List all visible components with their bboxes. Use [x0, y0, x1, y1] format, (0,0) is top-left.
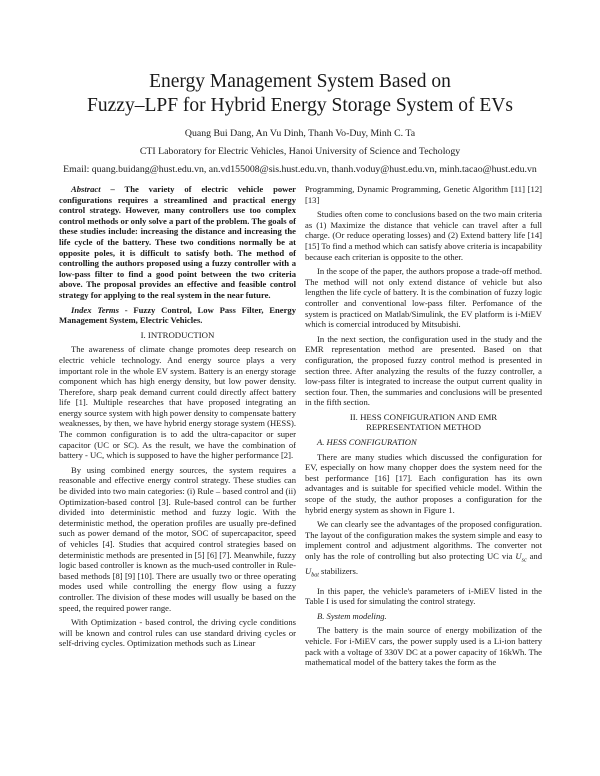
table-reference-paragraph: In this paper, the vehicle's parameters of i-MiEV listed in the Table I is used for simulating the control strategy. — [305, 585, 542, 607]
title-line-2: Fuzzy–LPF for Hybrid Energy Storage System of EVs — [87, 95, 513, 116]
intro-paragraph-2: By using combined energy sources, the system requires a reasonable and effective energy control strategy. These studies can be divided into two main categories: (i) Rule – based control and (ii) Optimization-based control [3]. Rule-based control can be further divided into deterministic method and fuzzy logic. With the deterministic method, the operation profiles are usually pre-defined such as power demand of the motor, SOC of supercapacitor, speed of vehicles [4]. Studies that acquired control strategies based on deterministic methods are presented in [5] [6] [7]. Meanwhile, fuzzy logic based controller is known as the much-used controller in Rule-based methods [8] [9] [10]. There are usually two or three operating modes used while controlling the energy flow using a fuzzy controller. The division of these modes will usually be based on the speed, the required power range. — [59, 464, 296, 613]
right-paragraph-3: In the scope of the paper, the authors propose a trade-off method. The method will not only extend distance of vehicle but also lengthen the life cycle of battery. It is the combination of fuzzy logic controller and conventional low-pass filter. Perfomance of the system is practiced on Matlab/Simulink, the EV platform is i-MiEV which is comercial introduced by Mitsubishi. — [305, 266, 542, 330]
section-heading-hess-line-1: II. HESS CONFIGURATION AND EMR — [349, 411, 498, 422]
intro-paragraph-1: The awareness of climate change promotes deep research on electric vehicle technology. And energy source plays a very important role in the whole EV system. Battery is an energy storage component which has high energy density, but low power density. Therefore, sharp peak demand current could directly affect battery life [1]. Multiple researches that have proposed integrating an energy source system with high power density to compensate battery weaknesses, by then, we have hybrid energy storage system (HESS). The common configuration is to add the ultra-capacitor or super capacitor (UC or SC). As the result, we have the combination of battery - UC, which is supposed to have the higher performance [2]. — [59, 344, 296, 461]
index-terms — [59, 305, 296, 326]
abstract-text: – The variety of electric vehicle power configurations requires a streamlined and practical energy control strategy. However, many controllers use too complex control methods or only solve a part of the problem. The goals of these studies include: increasing the distance and increasing the life cycle of the battery. These two conditions normally be at opposite poles, it is difficult to satisfy both. The method of controlling the authors proposed using a fuzzy controller with a low-pass filter to find a good point between the two criteria above. The proposal provides an effective and feasible control strategy for applying to the real system in the near future. — [59, 184, 296, 300]
abstract — [59, 184, 296, 301]
configuration-paragraph-1: There are many studies which discussed the configuration for EV, especially on how many chopper does the system need for the best performance [16] [17]. Each configuration has its own advantages and is suitable for specified vehicle model. Within the scope of the study, the author proposes a configuration for the hybrid energy system as shown in Figure 1. — [305, 451, 542, 515]
usc-symbol: U — [515, 551, 522, 561]
usc-subscript: sc — [521, 557, 527, 564]
email-line: Email: quang.buidang@hust.edu.vn, an.vd155008@sis.hust.edu.vn, thanh.voduy@hust.edu.vn, minh.tacao@hust.edu.vn — [63, 164, 537, 175]
title-line-1: Energy Management System Based on — [149, 71, 451, 92]
config-text-start: We can clearly see the advantages of the proposed configuration. The layout of the configuration makes the system simple and easy to implement control and adjustment algorithms. The converter not only has the role of controlling but also protecting UC via — [305, 519, 542, 561]
intro-paragraph-3: With Optimization - based control, the driving cycle conditions will be known and control rules can use standard driving cycles or self-driving cycles. Optimization methods such as Linear — [59, 617, 296, 649]
ubat-subscript: bat — [311, 573, 319, 580]
battery-paragraph: The battery is the main source of energy mobilization of the vehicle. For i-MiEV cars, the power supply used is a Li-ion battery pack with a voltage of 330V DC at a power capacity of 16kWh. The mathematical model of the battery takes the form as the — [305, 625, 542, 668]
section-heading-hess-line-2: REPRESENTATION METHOD — [366, 422, 481, 433]
subsection-heading-a: A. HESS CONFIGURATION — [317, 437, 417, 448]
section-heading-introduction: I. INTRODUCTION — [140, 329, 215, 340]
right-column — [305, 184, 542, 672]
subsection-heading-b: B. System modeling. — [317, 610, 387, 621]
config-text-mid: and — [526, 551, 543, 561]
index-terms-label: Index Terms — [71, 304, 119, 315]
abstract-label: Abstract — [71, 184, 101, 194]
affiliation: CTI Laboratory for Electric Vehicles, Hanoi University of Science and Techology — [139, 146, 461, 157]
authors: Quang Bui Dang, An Vu Dinh, Thanh Vo-Duy, Minh C. Ta — [184, 128, 416, 139]
index-terms-text: - Fuzzy Control, Low Pass Filter, Energy Management System, Electric Vehicles. — [59, 304, 296, 326]
right-paragraph-1: Programming, Dynamic Programming, Genetic Algorithm [11] [12] [13] — [305, 184, 542, 205]
section-heading-hess — [305, 412, 542, 433]
right-paragraph-2: Studies often come to conclusions based on the two main criteria as (1) Maximize the distance that vehicle can travel after a full charge. (Or reduce operating losses) and (2) Extend battery life [14] [15] To find a method which can satisfy above criteria is incapability because each criterian is opposite to the other. — [305, 209, 542, 262]
config-text-end: stabilizers. — [318, 566, 359, 577]
configuration-paragraph-2 — [305, 519, 542, 581]
ubat-symbol: U — [305, 566, 312, 577]
right-paragraph-4: In the next section, the configuration used in the study and the EMR representation method are presented. Based on that configuration, the proposed fuzzy control method is presented in section three. After analyzing the results of the fuzzy controller, a low-pass filter is integrated to increase the output current quality in section four. Then, the summaries and conclusions will be presented in the fifth section. — [305, 333, 542, 408]
left-column — [59, 184, 296, 653]
